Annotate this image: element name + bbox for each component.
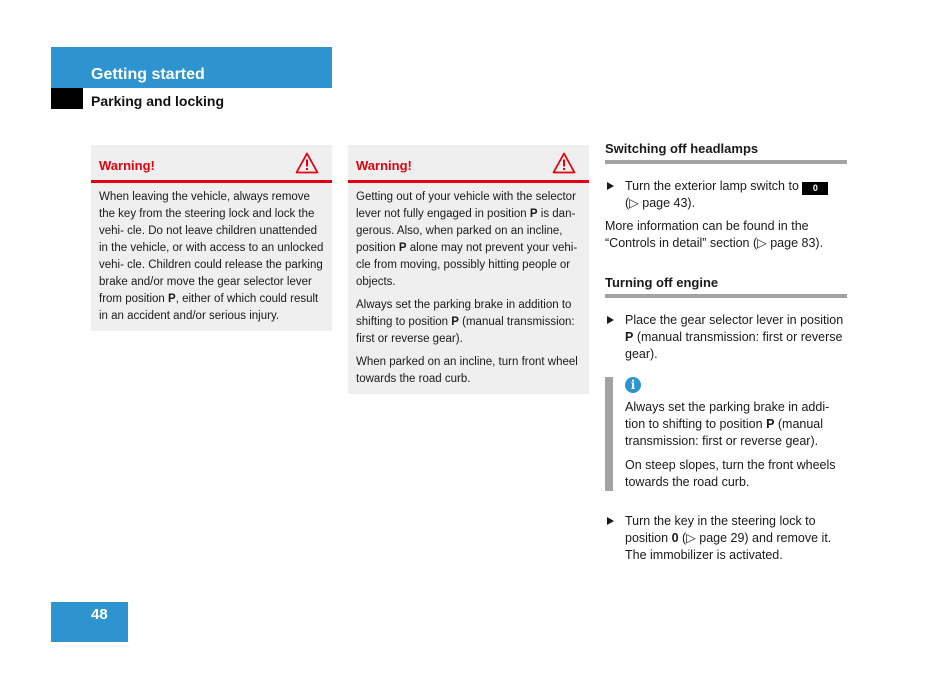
warning-text: When leaving the vehicle, always remove the key from the steering lock and lock the vehi- cle. Do not leave children unattended in the vehicle, or with access to an unlocked vehi- cle. Children could release the parking brake and/or move the gear selector lever from position	[99, 191, 324, 305]
section-title: Getting started	[91, 66, 205, 83]
lamp-switch-symbol: 0	[802, 182, 828, 195]
warning-body	[91, 183, 332, 331]
warning-triangle-icon	[552, 152, 576, 174]
note-paragraph: On steep slopes, turn the front wheels towards the road curb.	[625, 458, 836, 489]
position-label: P	[529, 208, 538, 220]
section-header	[51, 47, 332, 88]
note-paragraph	[625, 399, 847, 450]
step-text: Turn the key in the steering lock to position	[625, 514, 816, 545]
warning-text: Always set the parking brake in addition to shifting to position	[356, 299, 572, 328]
note-sidebar	[605, 377, 613, 491]
info-note	[605, 377, 847, 491]
headlamps-heading: Switching off headlamps	[605, 140, 847, 164]
warning-paragraph: When parked on an incline, turn front wheel towards the road curb.	[356, 356, 578, 385]
bullet-arrow-icon	[607, 517, 614, 525]
page-subtitle: Parking and locking	[91, 93, 225, 109]
warning-title: Warning!	[356, 158, 412, 173]
note-text: Always set the parking brake in addi- tion to shifting to position	[625, 400, 830, 431]
step-text: Turn the exterior lamp switch to	[625, 179, 803, 193]
warning-text: is dan- gerous. Also, when parked on an incline, position	[356, 208, 576, 254]
position-label: P	[451, 316, 459, 328]
info-icon: i	[625, 377, 641, 393]
note-text: (manual transmission: first or reverse gear).	[625, 417, 824, 448]
warning-title: Warning!	[99, 158, 155, 173]
position-label: P	[168, 293, 176, 305]
position-label: P	[766, 417, 775, 431]
more-info-text: More information can be found in the “Controls in detail” section (▷ page 83).	[605, 219, 824, 250]
position-label: 0	[671, 531, 679, 545]
warning-triangle-icon	[295, 152, 319, 174]
warning-text: Getting out of your vehicle with the selector lever not fully engaged in position	[356, 191, 576, 220]
warning-paragraph	[99, 189, 324, 325]
warning-header	[348, 145, 589, 183]
step-text: (manual transmission: first or reverse gear).	[625, 330, 843, 361]
instruction-step	[605, 513, 847, 564]
instruction-step	[605, 178, 847, 212]
warning-box-1	[91, 145, 332, 331]
section-marker	[51, 88, 83, 109]
page-reference: (▷ page 43).	[625, 196, 696, 210]
step-text: (▷ page 29) and remove it. The immobilizer is activated.	[625, 531, 832, 562]
warning-paragraph	[356, 297, 581, 348]
instruction-step	[605, 312, 847, 363]
warning-text: alone may not prevent your vehi- cle from moving, possibly hitting people or objects.	[356, 242, 578, 288]
position-label: P	[625, 330, 634, 344]
warning-text: , either of which could result in an accident and/or serious injury.	[99, 293, 319, 322]
position-label: P	[398, 242, 407, 254]
warning-header	[91, 145, 332, 183]
warning-box-2	[348, 145, 589, 394]
warning-paragraph	[356, 189, 581, 291]
engine-heading: Turning off engine	[605, 274, 847, 298]
right-column	[605, 140, 847, 570]
bullet-arrow-icon	[607, 316, 614, 324]
warning-body	[348, 183, 589, 394]
bullet-arrow-icon	[607, 182, 614, 190]
warning-text: (manual transmission: first or reverse gear).	[356, 316, 575, 345]
page-number: 48	[51, 602, 128, 642]
step-text: Place the gear selector lever in position	[625, 313, 844, 327]
